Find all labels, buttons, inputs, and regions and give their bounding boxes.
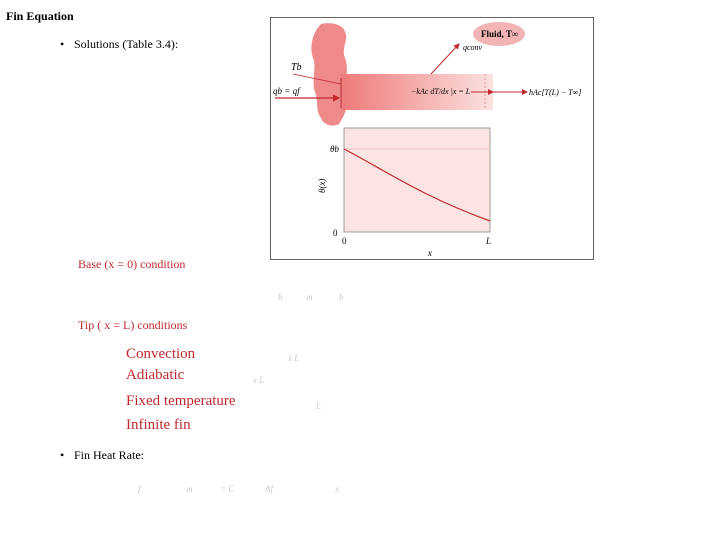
y-zero-label: 0 <box>333 228 338 238</box>
y-axis-label: θ(x) <box>317 178 327 193</box>
faint-glyph: Af <box>265 484 273 494</box>
tip-conditions-label: Tip ( x = L) conditions <box>78 318 188 332</box>
qconv-label: qconv <box>463 43 483 52</box>
bullet-solutions <box>60 37 178 52</box>
x-L-label: L <box>486 236 492 246</box>
bullet-fin-heat-rate <box>60 448 144 463</box>
bullet-dot: • <box>60 448 65 462</box>
faint-glyph: x <box>335 484 339 494</box>
faint-glyph: m <box>306 292 313 302</box>
tip-condition-fixed-temperature: Fixed temperature <box>126 393 236 409</box>
tip-flux-label: −kAc dT/dx |x = L <box>411 87 471 96</box>
fin-figure <box>270 17 594 260</box>
faint-glyph: f <box>138 484 141 494</box>
fluid-label: Fluid, T∞ <box>481 29 519 39</box>
tip-conv-label: hAc[T(L) − T∞] <box>529 88 582 97</box>
faint-glyph: L <box>316 401 322 411</box>
faint-glyph: = C <box>220 484 235 494</box>
x-axis-label: x <box>428 248 432 258</box>
faint-glyph: m <box>186 484 193 494</box>
bullet-solutions-text: Solutions (Table 3.4): <box>74 37 179 51</box>
qb-label: qb = qf <box>273 86 300 96</box>
faint-glyph: b <box>278 292 283 302</box>
theta-b-label: θb <box>330 144 339 154</box>
plot-area <box>344 128 490 232</box>
faint-glyph: b <box>339 292 344 302</box>
base-condition-label: Base (x = 0) condition <box>78 257 186 271</box>
tip-condition-adiabatic: Adiabatic <box>126 367 185 383</box>
x-zero-label: 0 <box>342 236 347 246</box>
tb-label: Tb <box>291 62 302 73</box>
slide-title: Fin Equation <box>6 9 74 23</box>
qconv-arrow <box>431 44 459 74</box>
faint-glyph: x L <box>288 353 300 363</box>
tip-condition-infinite-fin: Infinite fin <box>126 417 191 433</box>
bullet-dot: • <box>60 37 65 51</box>
fin-diagram-svg <box>271 18 593 259</box>
faint-glyph: x L <box>253 375 265 385</box>
bullet-fin-heat-rate-text: Fin Heat Rate: <box>74 448 144 462</box>
tip-condition-convection: Convection <box>126 346 196 362</box>
